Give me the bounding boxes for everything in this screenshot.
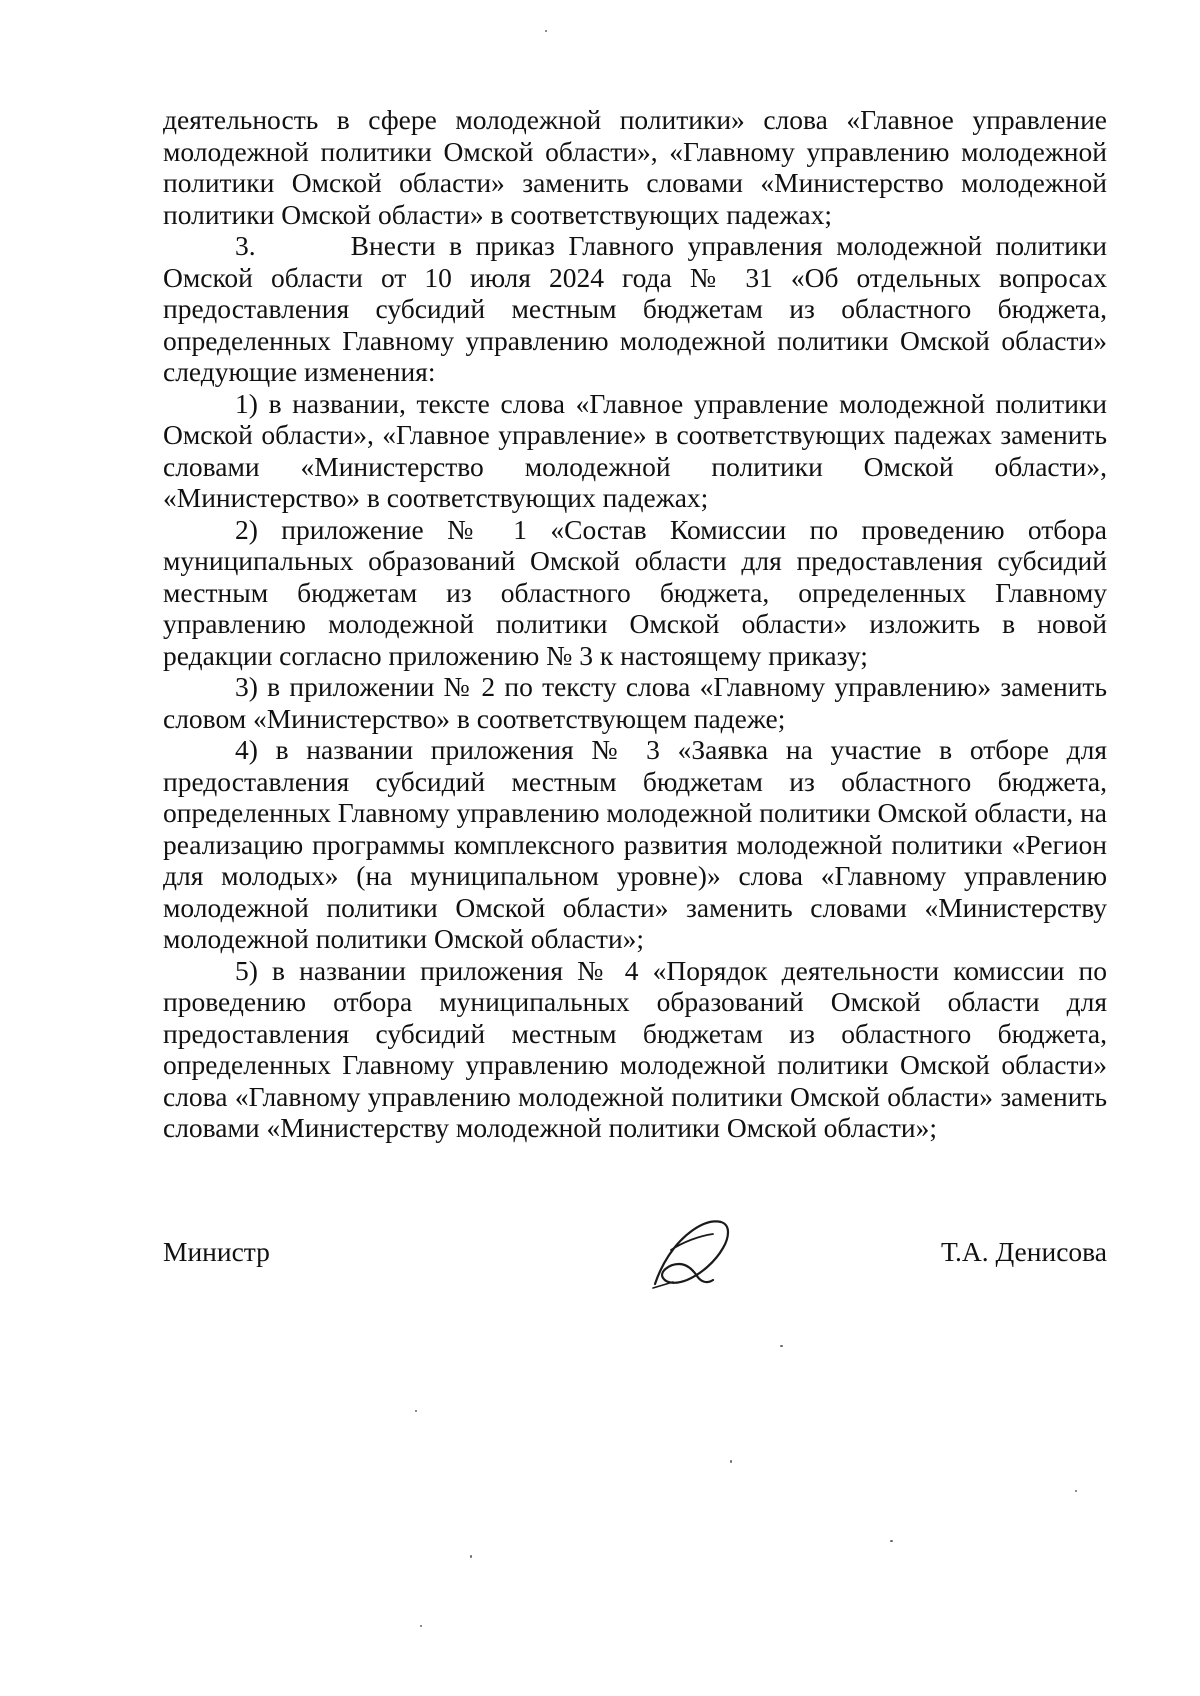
paragraph-continuation: деятельность в сфере молодежной политики» слова «Главное управление молодежной политики Омской области», «Главному управлению молодежной политики Омской области» заменить словами «Министерство молодежной политики Омской области» в соответствующих падежах; — [163, 104, 1107, 230]
scan-speck — [780, 1345, 783, 1347]
paragraph-subitem-5: 5) в названии приложения № 4 «Порядок деятельности комиссии по проведению отбора муниципальных образований Омской области для предоставления субсидий местным бюджетам из областного бюджета, определенных Главному управлению молодежной политики Омской области» слова «Главному управлению молодежной политики Омской области» заменить словами «Министерству молодежной политики Омской области»; — [163, 954, 1107, 1143]
paragraph-subitem-1: 1) в названии, тексте слова «Главное управление молодежной политики Омской области», «Главное управление» в соответствующих падежах заменить словами «Министерство молодежной политики Омской области», «Министерство» в соответствующих падежах; — [163, 387, 1107, 513]
signature-block — [163, 1214, 1107, 1294]
paragraph-subitem-2: 2) приложение № 1 «Состав Комиссии по проведению отбора муниципальных образований Омской области для предоставления субсидий местным бюджетам из областного бюджета, определенных Главному управлению молодежной политики Омской области» изложить в новой редакции согласно приложению № 3 к настоящему приказу; — [163, 513, 1107, 671]
scan-speck — [420, 1625, 422, 1627]
scan-speck — [415, 1410, 417, 1412]
document-body — [163, 104, 1107, 1144]
signer-name: Т.А. Денисова — [940, 1236, 1107, 1267]
scan-speck — [1075, 1490, 1077, 1492]
scan-speck — [545, 30, 547, 32]
paragraph-subitem-4: 4) в названии приложения № 3 «Заявка на участие в отборе для предоставления субсидий местным бюджетам из областного бюджета, определенных Главному управлению молодежной политики Омской области, на реализацию программы комплексного развития молодежной политики «Регион для молодых» (на муниципальном уровне)» слова «Главному управлению молодежной политики Омской области» заменить словами «Министерству молодежной политики Омской области»; — [163, 734, 1107, 954]
paragraph-item-3: 3. Внести в приказ Главного управления молодежной политики Омской области от 10 июля 2024 года № 31 «Об отдельных вопросах предоставления субсидий местным бюджетам из областного бюджета, определенных Главному управлению молодежной политики Омской области» следующие изменения: — [163, 230, 1107, 387]
scan-speck — [470, 1555, 472, 1558]
paragraph-subitem-3: 3) в приложении № 2 по тексту слова «Главному управлению» заменить словом «Министерство» в соответствующем падеже; — [163, 671, 1107, 734]
signer-position: Министр — [163, 1236, 270, 1267]
scan-speck — [890, 1540, 893, 1542]
scan-speck — [730, 1460, 732, 1463]
handwritten-signature-icon — [643, 1214, 753, 1294]
